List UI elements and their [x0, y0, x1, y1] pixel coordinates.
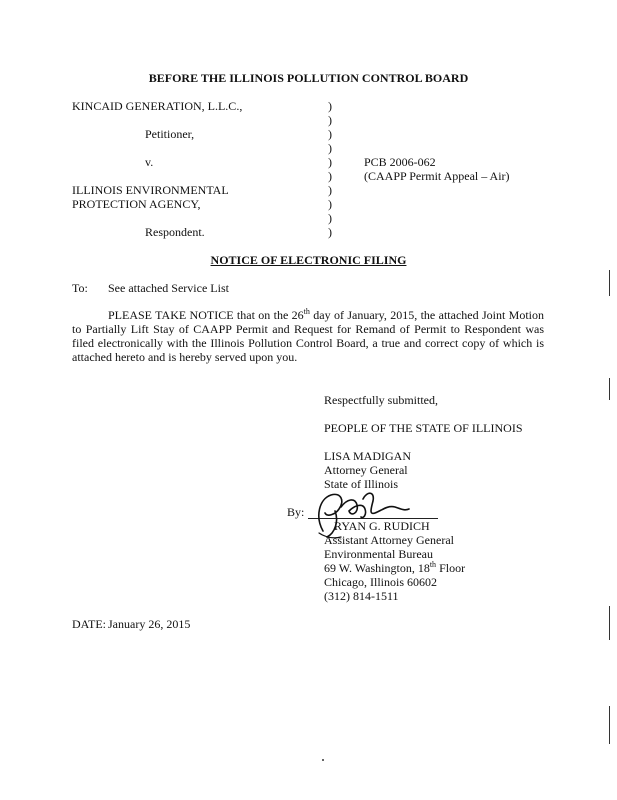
ag-state: State of Illinois [324, 477, 398, 491]
scan-edge-mark [609, 270, 610, 296]
notice-heading: NOTICE OF ELECTRONIC FILING [210, 253, 407, 267]
caption-paren: ) [328, 197, 332, 211]
notice-body-rest: day of January, 2015, the attached Joint Motion to Partially Lift Stay of CAAPP Permit and Request for Remand of Permit to Respondent was filed electronically with the Illinois Pollution Control Board, a true and correct copy of which is attached hereto and is hereby served upon you. [72, 308, 545, 364]
versus-label: v. [145, 155, 154, 169]
party-name: PEOPLE OF THE STATE OF ILLINOIS [324, 421, 523, 435]
city: Chicago, Illinois 60602 [324, 575, 437, 589]
signer-title: Assistant Attorney General [324, 533, 454, 547]
notice-body [72, 308, 544, 364]
respondent-role: Respondent. [145, 225, 205, 239]
date-label: DATE: [72, 617, 106, 631]
bureau: Environmental Bureau [324, 547, 433, 561]
scan-edge-mark [609, 606, 610, 640]
address-start: 69 W. Washington, 18 [324, 561, 430, 575]
to-label: To: [72, 281, 88, 295]
ag-name: LISA MADIGAN [324, 449, 411, 463]
respondent-name-line2: PROTECTION AGENCY, [72, 197, 201, 211]
board-title: BEFORE THE ILLINOIS POLLUTION CONTROL BOARD [148, 71, 469, 85]
date-value: January 26, 2015 [108, 617, 191, 631]
caption-paren: ) [328, 155, 332, 169]
address-rest: Floor [436, 561, 466, 575]
scan-dot [322, 759, 324, 761]
caption-paren: ) [328, 211, 332, 225]
address-sup: th [429, 560, 437, 569]
case-number: PCB 2006-062 [364, 155, 436, 169]
closing: Respectfully submitted, [324, 393, 438, 407]
petitioner-name: KINCAID GENERATION, L.L.C., [72, 99, 243, 113]
scan-edge-mark [609, 378, 610, 400]
ag-title: Attorney General [324, 463, 408, 477]
caption-paren: ) [328, 183, 332, 197]
by-label: By: [287, 505, 305, 519]
caption-paren: ) [328, 99, 332, 113]
notice-body-sup: th [303, 307, 310, 316]
to-value: See attached Service List [108, 281, 229, 295]
petitioner-role: Petitioner, [145, 127, 195, 141]
scan-edge-mark [609, 706, 610, 744]
respondent-name-line1: ILLINOIS ENVIRONMENTAL [72, 183, 229, 197]
caption-paren: ) [328, 113, 332, 127]
caption-paren: ) [328, 225, 332, 239]
caption-paren: ) [328, 169, 332, 183]
case-type: (CAAPP Permit Appeal – Air) [364, 169, 510, 183]
notice-body-start: PLEASE TAKE NOTICE that on the 26 [108, 308, 304, 322]
address-line [324, 561, 465, 575]
caption-paren: ) [328, 127, 332, 141]
caption-paren: ) [328, 141, 332, 155]
phone: (312) 814-1511 [324, 589, 399, 603]
signer-name: RYAN G. RUDICH [334, 519, 430, 533]
